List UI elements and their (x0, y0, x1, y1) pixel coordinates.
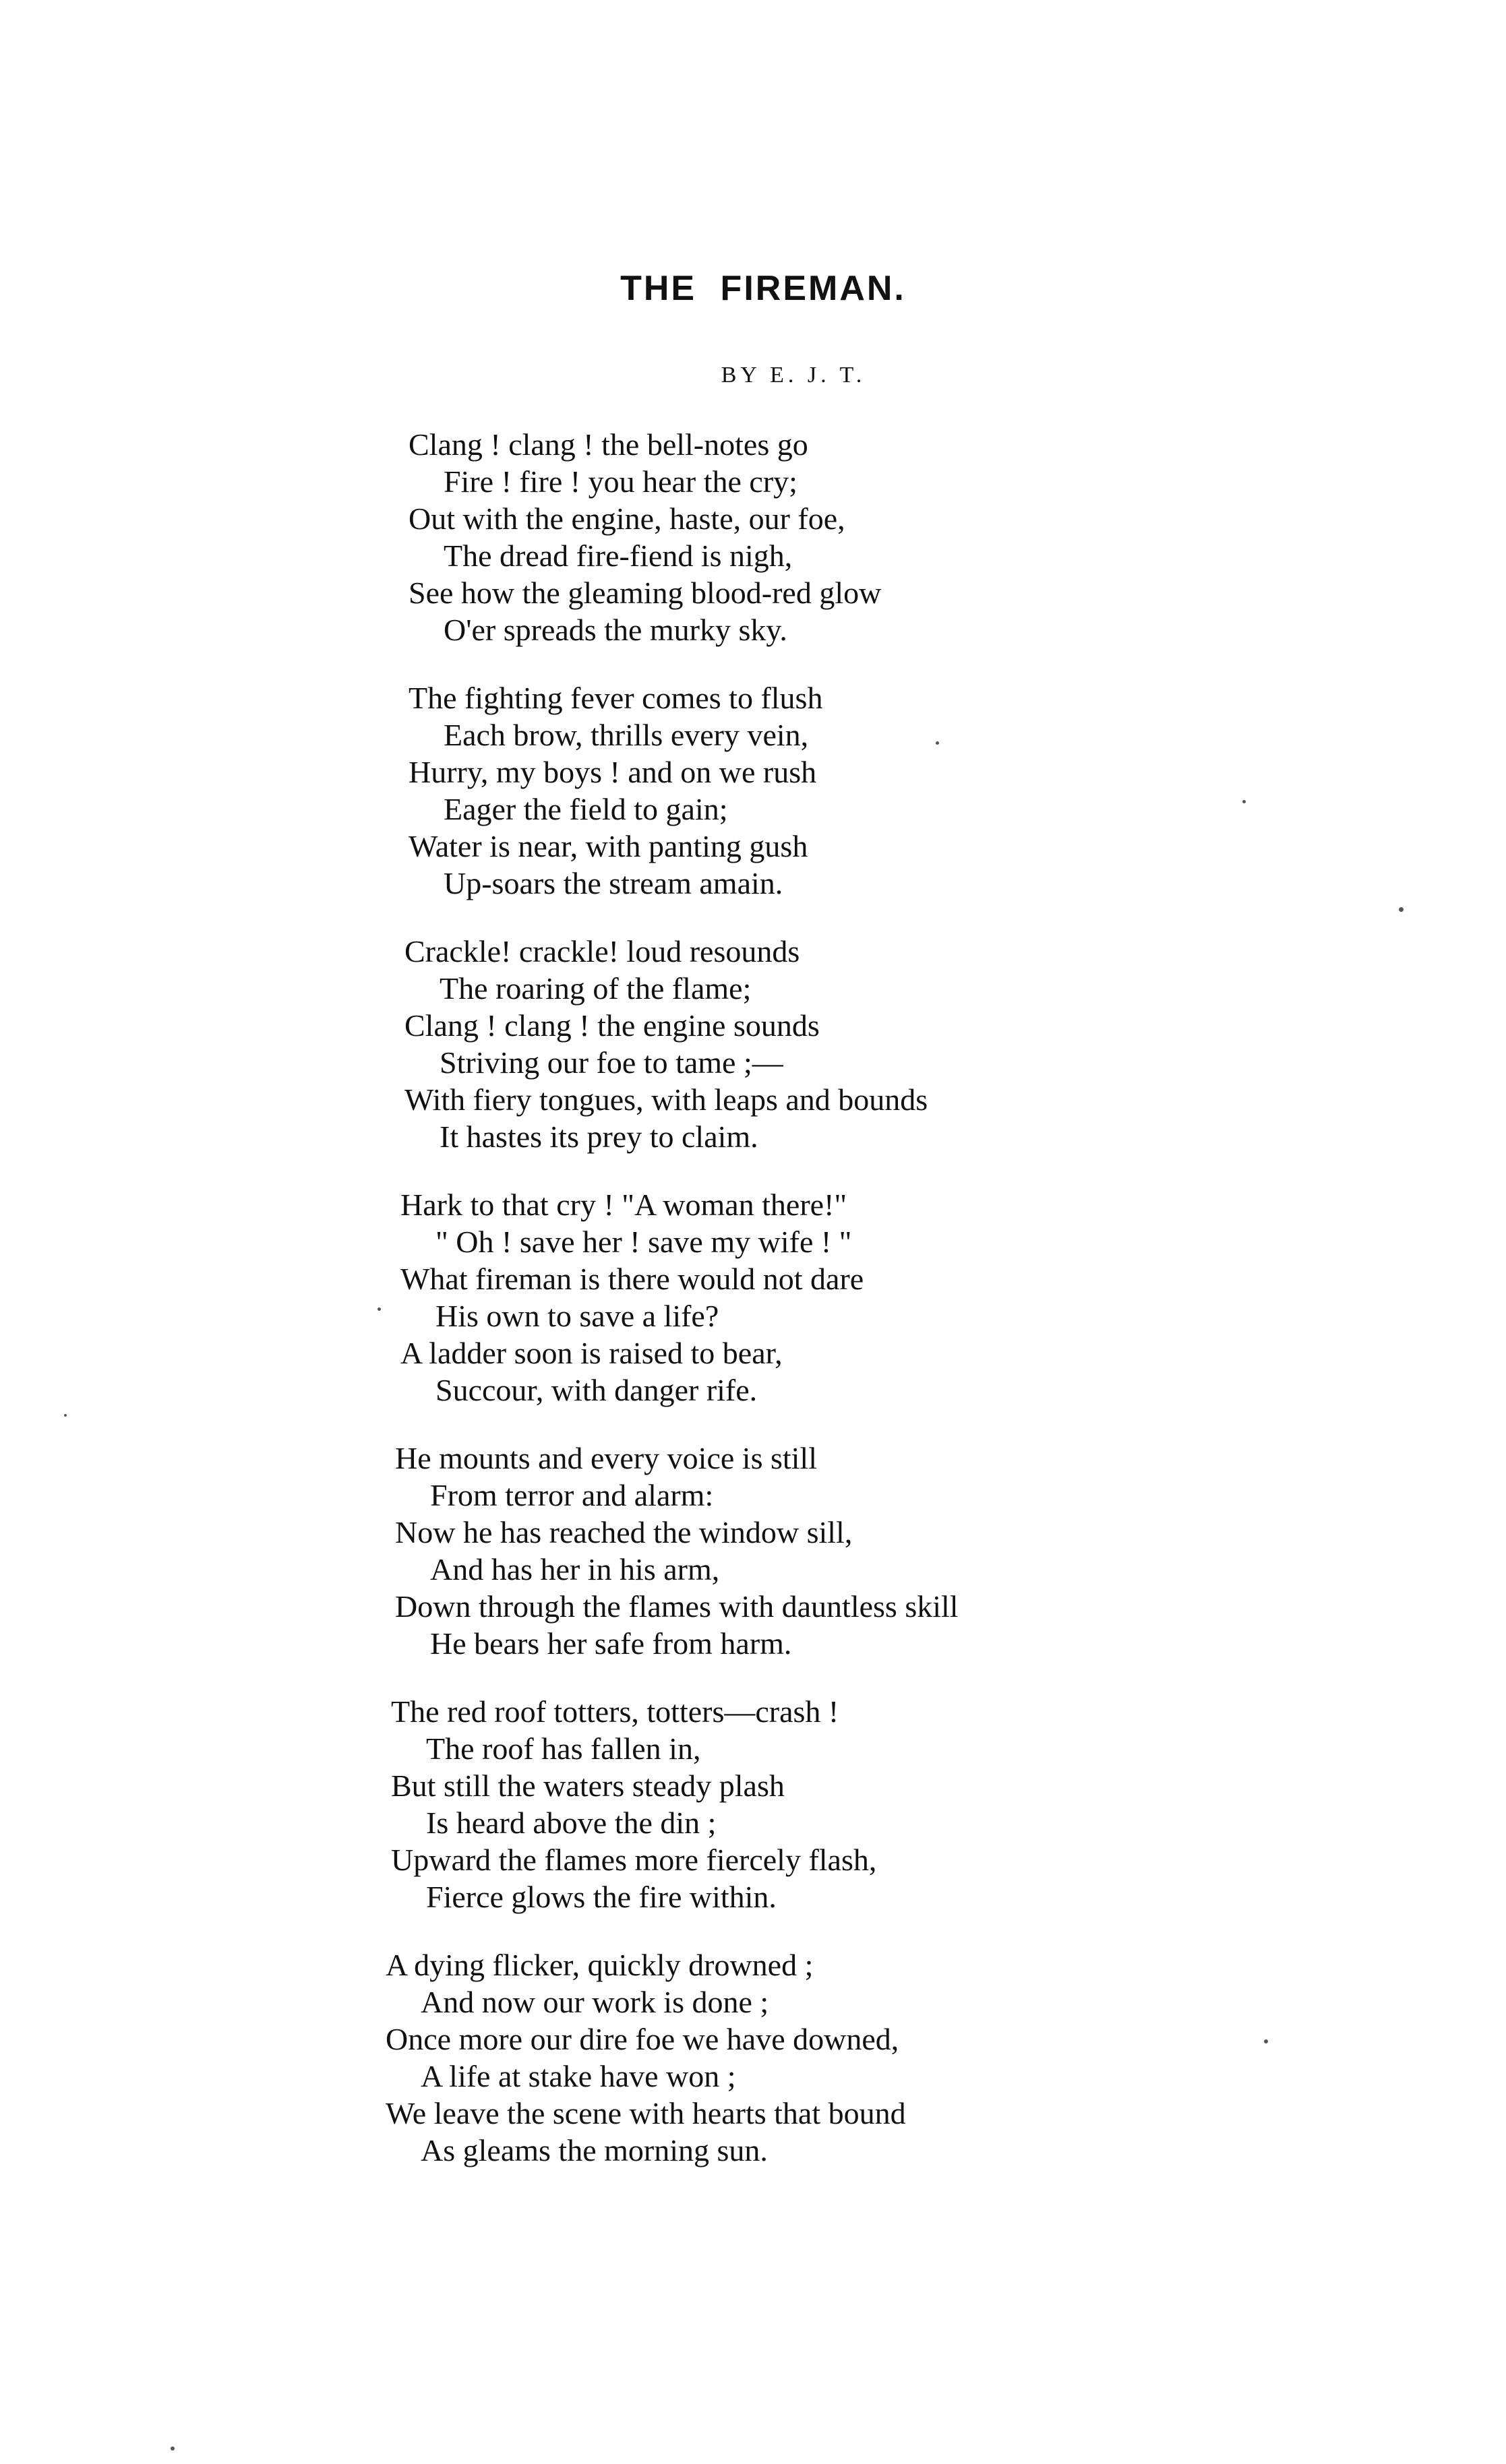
poem-line: The red roof totters, totters—crash ! (391, 1694, 839, 1729)
poem-line: Striving our foe to tame ;— (440, 1045, 783, 1080)
poem-line: The roaring of the flame; (440, 971, 752, 1006)
poem-line: Fire ! fire ! you hear the cry; (444, 464, 797, 499)
poem-line: A life at stake have won ; (421, 2059, 736, 2093)
poem-line: Down through the flames with dauntless skill (395, 1589, 959, 1624)
poem-line: Hurry, my boys ! and on we rush (409, 755, 817, 789)
scan-speck (936, 741, 939, 745)
poem-line: But still the waters steady plash (391, 1768, 785, 1803)
stanza (409, 426, 1281, 648)
poem-line: Succour, with danger rife. (435, 1373, 758, 1407)
stanza (386, 1946, 1281, 2169)
poem-line: We leave the scene with hearts that bound (386, 2096, 906, 2130)
poem-line: And has her in his arm, (430, 1552, 720, 1587)
stanza (409, 679, 1281, 902)
poem-line: O'er spreads the murky sky. (444, 613, 787, 647)
poem-line: He bears her safe from harm. (430, 1626, 792, 1661)
poem-line: See how the gleaming blood-red glow (409, 576, 882, 610)
poem-line: As gleams the morning sun. (421, 2133, 768, 2167)
poem-line: Eager the field to gain; (444, 792, 728, 826)
poem-line: It hastes its prey to claim. (440, 1119, 758, 1154)
poem-line: A dying flicker, quickly drowned ; (386, 1948, 814, 1982)
stanza (400, 1186, 1281, 1409)
poem-line: Fierce glows the fire within. (426, 1880, 777, 1914)
poem-line: The roof has fallen in, (426, 1731, 701, 1766)
poem-line: And now our work is done ; (421, 1985, 769, 2019)
poem-line: Up-soars the stream amain. (444, 866, 783, 900)
stanza (395, 1440, 1281, 1662)
scan-speck (378, 1307, 381, 1311)
poem-line: " Oh ! save her ! save my wife ! " (435, 1225, 852, 1259)
poem-line: Each brow, thrills every vein, (444, 718, 809, 752)
poem-line: Upward the flames more fiercely flash, (391, 1843, 877, 1877)
poem-line: Clang ! clang ! the engine sounds (404, 1008, 820, 1043)
scan-speck (171, 2446, 175, 2451)
poem-line: The fighting fever comes to flush (409, 681, 823, 715)
poem-line: Out with the engine, haste, our foe, (409, 501, 845, 536)
scan-speck (1264, 2039, 1268, 2043)
stanza (391, 1693, 1281, 1915)
poem-line: Crackle! crackle! loud resounds (404, 934, 800, 968)
poem-byline: BY E. J. T. (721, 363, 866, 388)
scan-speck (1399, 907, 1404, 912)
scan-speck (1242, 800, 1246, 803)
stanza (404, 933, 1281, 1155)
poem-line: Clang ! clang ! the bell-notes go (409, 427, 808, 462)
poem-title: THE FIREMAN. (620, 269, 906, 308)
poem-line: Hark to that cry ! "A woman there!" (400, 1188, 847, 1222)
scan-speck (64, 1414, 67, 1417)
poem-line: What fireman is there would not dare (400, 1262, 864, 1296)
poem-line: The dread fire-fiend is nigh, (444, 538, 793, 573)
poem-line: With fiery tongues, with leaps and bounds (404, 1082, 928, 1117)
poem-line: Now he has reached the window sill, (395, 1515, 853, 1549)
poem-body (386, 426, 1281, 2200)
poem-line: A ladder soon is raised to bear, (400, 1336, 783, 1370)
poem-line: Water is near, with panting gush (409, 829, 808, 863)
poem-line: From terror and alarm: (430, 1478, 714, 1512)
poem-line: His own to save a life? (435, 1299, 719, 1333)
poem-line: Once more our dire foe we have downed, (386, 2022, 899, 2056)
poem-line: He mounts and every voice is still (395, 1441, 817, 1475)
poem-line: Is heard above the din ; (426, 1806, 717, 1840)
